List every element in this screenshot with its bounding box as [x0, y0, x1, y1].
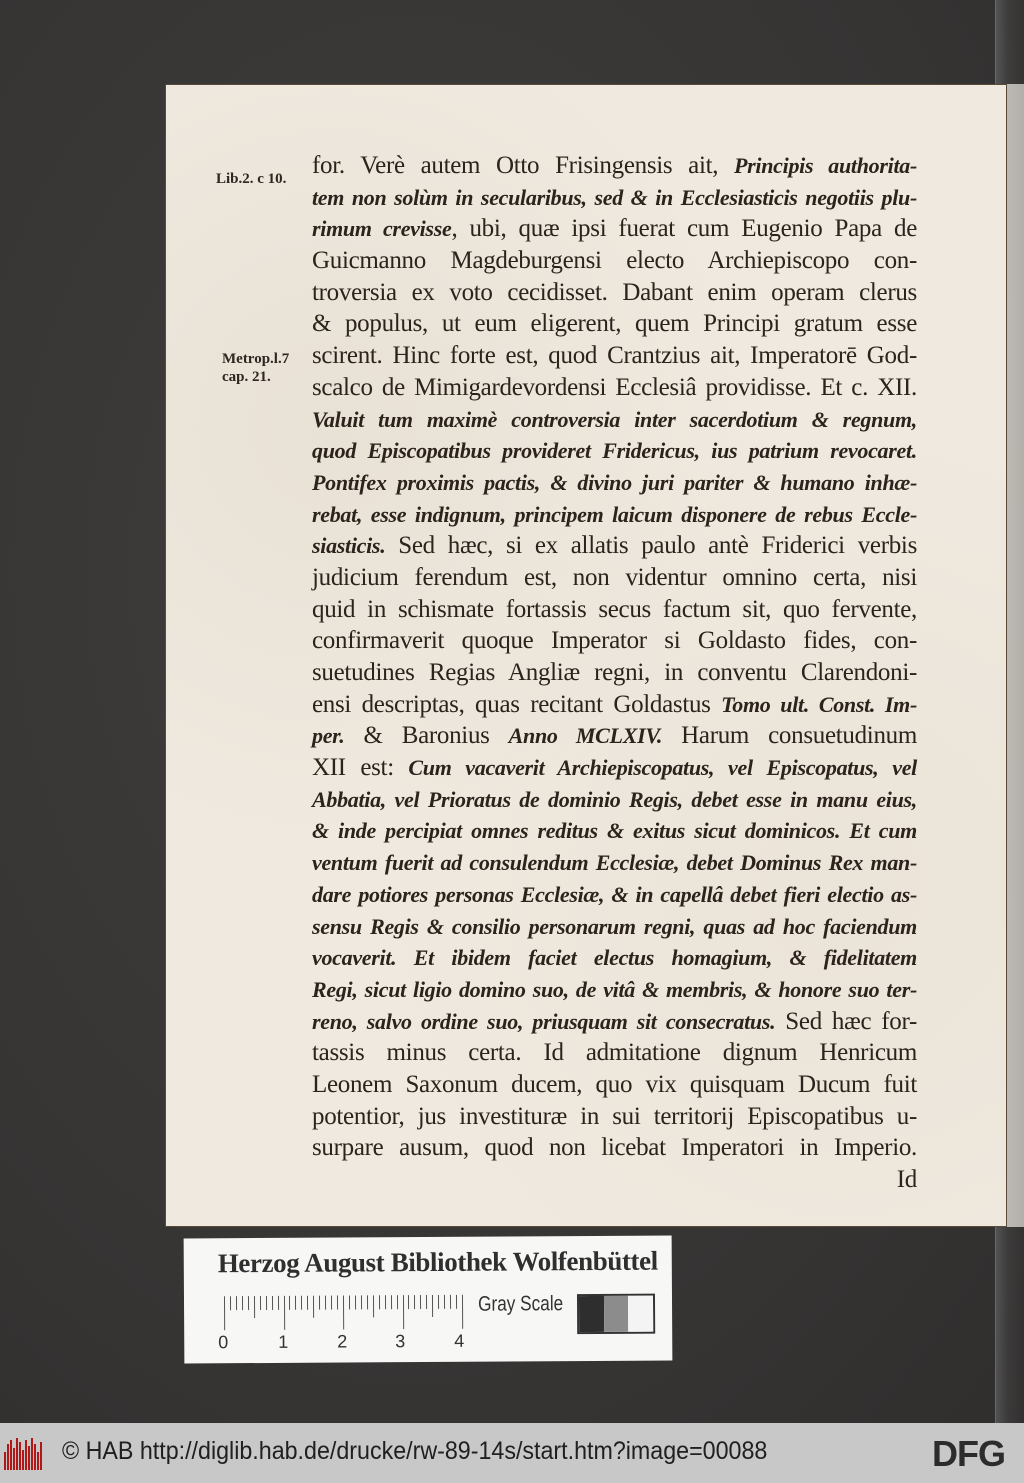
body-text — [312, 150, 917, 1196]
ruler-tick — [325, 1296, 326, 1310]
italic-quote: per. — [312, 723, 345, 749]
ruler-tick — [343, 1296, 344, 1330]
ruler-tick — [349, 1295, 350, 1309]
ruler-tick — [272, 1296, 273, 1310]
footer-bar — [0, 1423, 1024, 1483]
color-calibration-bar — [184, 1236, 673, 1364]
hab-logo-icon — [4, 1438, 46, 1470]
ruler-label: 4 — [454, 1330, 465, 1351]
text-line — [312, 752, 917, 784]
ruler-tick — [361, 1295, 362, 1309]
ruler-tick — [367, 1295, 368, 1309]
text-line — [312, 720, 917, 752]
italic-quote: rimum crevisse — [312, 216, 452, 242]
text-line — [312, 308, 917, 340]
margin-note-line: Metrop.l.7 — [222, 351, 290, 367]
ruler-tick — [337, 1296, 338, 1310]
ruler-tick — [456, 1295, 457, 1309]
ruler-tick — [254, 1296, 255, 1318]
dfg-logo-icon: DFG — [932, 1433, 1005, 1474]
text-line — [312, 499, 917, 531]
text-line — [312, 245, 917, 277]
swatch-light — [628, 1296, 653, 1332]
copyright-url[interactable]: © HAB http://diglib.hab.de/drucke/rw-89-14s/start.htm?image=00088 — [62, 1437, 768, 1465]
ruler-tick — [426, 1295, 427, 1309]
ruler-tick — [391, 1295, 392, 1309]
italic-quote: sensu Regis & consilio personarum regni, quas ad hoc faciendum — [312, 913, 917, 939]
italic-quote: reno, salvo ordine suo, priusquam sit consecratus. — [312, 1008, 776, 1034]
ruler-tick — [331, 1296, 332, 1310]
ruler-tick — [373, 1295, 374, 1317]
text-line — [312, 879, 917, 911]
ruler-tick — [450, 1295, 451, 1309]
text-line — [312, 1101, 917, 1133]
text-span: XII est: — [312, 754, 409, 782]
text-line — [312, 1037, 917, 1069]
ruler-tick — [289, 1296, 290, 1310]
ruler-tick — [260, 1296, 261, 1310]
italic-quote: Cum vacaverit Archiepiscopatus, vel Episcopatus, vel — [408, 755, 917, 781]
text-line — [312, 942, 917, 974]
text-line — [312, 530, 917, 562]
library-name: Herzog August Bibliothek Wolfenbüttel — [217, 1245, 658, 1279]
italic-quote: rebat, esse indignum, principem laicum disponere de rebus Eccle- — [312, 501, 917, 527]
ruler-tick — [242, 1296, 243, 1310]
ruler-tick — [385, 1295, 386, 1309]
text-span: Id — [896, 1166, 917, 1193]
text-line — [312, 1006, 917, 1038]
text-line — [312, 182, 917, 214]
ruler-label: 0 — [218, 1332, 229, 1353]
text-line — [312, 150, 917, 182]
text-line — [312, 340, 917, 372]
ruler-tick — [230, 1296, 231, 1310]
text-span: potentior, jus investituræ in sui territorij Episcopatibus u- — [312, 1102, 917, 1130]
italic-quote: Anno MCLXIV. — [508, 723, 663, 749]
text-line — [312, 1164, 917, 1196]
italic-quote: ventum fuerit ad consulendum Ecclesiæ, debet Dominus Rex man- — [312, 850, 917, 876]
italic-quote: & inde percipiat omnes reditus & exitus sicut dominicos. Et cum — [312, 818, 917, 844]
ruler-tick — [307, 1296, 308, 1310]
italic-quote: Valuit tum maximè controversia inter sacerdotium & regnum, — [312, 406, 917, 432]
text-line — [312, 372, 917, 404]
ruler-tick — [224, 1296, 225, 1330]
text-span: Leonem Saxonum ducem, quo vix quisquam Ducum fuit — [312, 1070, 917, 1098]
ruler-tick — [444, 1295, 445, 1309]
ruler-tick — [313, 1296, 314, 1318]
text-span: & Baronius — [344, 722, 509, 750]
text-span: , ubi, quæ ipsi fuerat cum Eugenio Papa de — [451, 215, 917, 243]
ruler-tick — [379, 1295, 380, 1309]
ruler-label: 2 — [337, 1331, 348, 1352]
text-span: & populus, ut eum eligerent, quem Principi gratum esse — [312, 310, 917, 338]
centimeter-ruler — [224, 1295, 464, 1330]
text-line — [312, 784, 917, 816]
ruler-tick — [236, 1296, 237, 1310]
ruler-tick — [248, 1296, 249, 1310]
text-line — [312, 213, 917, 245]
margin-note-lib: Lib.2. c 10. — [216, 171, 287, 187]
text-line — [312, 847, 917, 879]
gray-scale-label: Gray Scale — [477, 1292, 564, 1316]
ruler-tick — [355, 1295, 356, 1309]
ruler-tick — [408, 1295, 409, 1309]
italic-quote: Pontifex proximis pactis, & divino juri pariter & humano inhæ- — [312, 469, 917, 495]
ruler-tick — [319, 1296, 320, 1310]
ruler-tick — [283, 1296, 284, 1330]
italic-quote: Regi, sicut ligio domino suo, de vitâ & membris, & honore suo ter- — [312, 976, 917, 1002]
text-span: Sed hæc, si ex allatis paulo antè Friderici verbis — [385, 532, 917, 560]
text-line — [312, 404, 917, 436]
ruler-tick — [402, 1295, 403, 1329]
ruler-tick — [397, 1295, 398, 1309]
text-line — [312, 594, 917, 626]
margin-note-line: cap. 21. — [222, 369, 271, 385]
text-span: confirmaverit quoque Imperator si Goldasto fides, con- — [312, 627, 917, 655]
text-line — [312, 467, 917, 499]
text-span: scalco de Mimigardevordensi Ecclesiâ providisse. Et c. XII. — [312, 373, 917, 401]
ruler-tick — [278, 1296, 279, 1310]
text-span: Guicmanno Magdeburgensi electo Archiepiscopo con- — [312, 247, 917, 275]
text-span: for. Verè autem Otto Frisingensis ait, — [312, 152, 735, 179]
text-span: quid in schismate fortassis secus factum sit, quo fervente, — [312, 595, 917, 623]
text-line — [312, 911, 917, 943]
ruler-tick — [420, 1295, 421, 1309]
swatch-dark — [579, 1296, 604, 1332]
italic-quote: vocaverit. Et ibidem faciet electus homagium, & fidelitatem — [312, 945, 917, 971]
text-span: scirent. Hinc forte est, quod Crantzius ait, Imperatorē God- — [312, 342, 917, 370]
italic-quote: siasticis. — [312, 533, 386, 559]
text-span: suetudines Regias Angliæ regni, in conventu Clarendoni- — [312, 659, 917, 686]
text-line — [312, 974, 917, 1006]
ruler-tick — [295, 1296, 296, 1310]
italic-quote: quod Episcopatibus provideret Fridericus, ius patrium revocaret. — [312, 438, 917, 464]
text-line — [312, 657, 917, 689]
text-line — [312, 1132, 917, 1164]
text-line — [312, 689, 917, 721]
text-line — [312, 435, 917, 467]
gray-scale-swatches — [577, 1294, 655, 1334]
text-span: judicium ferendum est, non videntur omnino certa, nisi — [312, 563, 917, 591]
swatch-mid — [604, 1296, 629, 1332]
ruler-tick — [432, 1295, 433, 1317]
text-line — [312, 277, 917, 309]
text-span: Sed hæc for- — [775, 1007, 917, 1035]
italic-quote: dare potiores personas Ecclesiæ, & in capellâ debet fieri electio as- — [312, 881, 917, 907]
ruler-tick — [414, 1295, 415, 1309]
ruler-label: 3 — [395, 1331, 406, 1352]
margin-note-metrop — [222, 350, 289, 386]
italic-quote: Tomo ult. Const. Im- — [721, 691, 917, 717]
ruler-tick — [266, 1296, 267, 1310]
italic-quote: Abbatia, vel Prioratus de dominio Regis, debet esse in manu eius, — [312, 786, 917, 812]
ruler-tick — [301, 1296, 302, 1310]
italic-quote: tem non solùm in secularibus, sed & in Ecclesiasticis negotiis plu- — [312, 184, 917, 210]
text-line — [312, 625, 917, 657]
italic-quote: Principis authorita- — [734, 153, 917, 178]
ruler-tick — [438, 1295, 439, 1309]
text-span: surpare ausum, quod non licebat Imperatori in Imperio. — [312, 1134, 917, 1162]
text-span: ensi descriptas, quas recitant Goldastus — [312, 690, 722, 718]
ruler-tick — [462, 1295, 463, 1329]
text-line — [312, 562, 917, 594]
text-span: tassis minus certa. Id admitatione dignum Henricum — [312, 1039, 917, 1067]
text-line — [312, 1069, 917, 1101]
text-line — [312, 815, 917, 847]
ruler-label: 1 — [278, 1331, 289, 1352]
text-span: Harum consuetudinum — [662, 722, 917, 750]
text-span: troversia ex voto cecidisset. Dabant enim operam clerus — [312, 278, 917, 306]
